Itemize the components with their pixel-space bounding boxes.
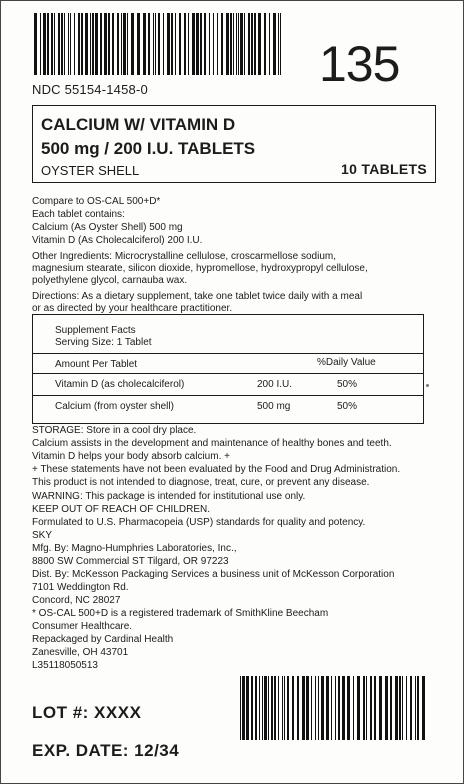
facts-row-dv: 50% bbox=[337, 379, 358, 390]
vitamin-d-claim: Vitamin D helps your body absorb calcium. + bbox=[32, 451, 230, 462]
fda-disclaimer: This product is not intended to diagnose, treat, cure, or prevent any disease. bbox=[32, 477, 370, 488]
expiration-date: EXP. DATE: 12/34 bbox=[32, 741, 180, 760]
compare-text: Compare to OS-CAL 500+D* bbox=[32, 196, 161, 207]
manufacturer-address: 8800 SW Commercial ST Tilgard, OR 97223 bbox=[32, 556, 229, 567]
distributor-line: Dist. By: McKesson Packaging Services a business unit of McKesson Corporation bbox=[32, 569, 395, 580]
trademark-text: * OS-CAL 500+D is a registered trademark of SmithKline Beecham bbox=[32, 608, 329, 619]
calcium-content: Calcium (As Oyster Shell) 500 mg bbox=[32, 222, 183, 233]
distributor-address: 7101 Weddington Rd. bbox=[32, 582, 129, 593]
directions-line: Directions: As a dietary supplement, take one tablet twice daily with a meal bbox=[32, 291, 363, 302]
serving-size: Serving Size: 1 Tablet bbox=[55, 337, 152, 348]
vitamin-d-content: Vitamin D (As Cholecalciferol) 200 I.U. bbox=[32, 235, 203, 246]
warning-text: WARNING: This package is intended for institutional use only. bbox=[32, 491, 306, 502]
facts-title: Supplement Facts bbox=[55, 325, 136, 336]
facts-row-dv: 50% bbox=[337, 401, 358, 412]
other-ingredients-line: polyethylene glycol, carnauba wax. bbox=[32, 275, 188, 286]
fda-disclaimer: + These statements have not been evaluated by the Food and Drug Administration. bbox=[32, 464, 401, 475]
manufacturer-line: Mfg. By: Magno-Humphries Laboratories, Inc., bbox=[32, 543, 237, 554]
facts-row-name: Calcium (from oyster shell) bbox=[55, 401, 174, 412]
ndc-number: NDC 55154-1458-0 bbox=[32, 82, 148, 97]
product-name: CALCIUM W/ VITAMIN D bbox=[41, 115, 236, 134]
sky-text: SKY bbox=[32, 530, 53, 541]
lot-number: LOT #: XXXX bbox=[32, 703, 142, 722]
repackager-city: Zanesville, OH 43701 bbox=[32, 647, 129, 658]
tablet-count: 10 TABLETS bbox=[341, 161, 427, 177]
scan-speck bbox=[426, 384, 429, 387]
usp-text: Formulated to U.S. Pharmacopeia (USP) standards for quality and potency. bbox=[32, 517, 366, 528]
product-strength: 500 mg / 200 I.U. TABLETS bbox=[41, 139, 256, 158]
product-title-box bbox=[32, 105, 436, 183]
other-ingredients-line: Other Ingredients: Microcrystalline cellulose, croscarmellose sodium, bbox=[32, 251, 337, 262]
facts-divider bbox=[33, 353, 423, 354]
other-ingredients-line: magnesium stearate, silicon dioxide, hypromellose, hydroxypropyl cellulose, bbox=[32, 263, 368, 274]
top-barcode bbox=[34, 13, 284, 75]
bottom-barcode bbox=[240, 676, 426, 740]
amount-header: Amount Per Tablet bbox=[55, 359, 138, 370]
keep-out-text: KEEP OUT OF REACH OF CHILDREN. bbox=[32, 504, 210, 515]
facts-divider bbox=[33, 395, 423, 396]
internal-code: L35118050513 bbox=[32, 660, 98, 671]
facts-divider bbox=[33, 373, 423, 374]
facts-row-amount: 500 mg bbox=[257, 401, 291, 412]
directions-line: or as directed by your healthcare practitioner. bbox=[32, 303, 233, 314]
repackager-line: Repackaged by Cardinal Health bbox=[32, 634, 174, 645]
facts-row-amount: 200 I.U. bbox=[257, 379, 293, 390]
storage-text: STORAGE: Store in a cool dry place. bbox=[32, 425, 197, 436]
each-tablet-text: Each tablet contains: bbox=[32, 209, 125, 220]
supplement-facts-table bbox=[32, 314, 424, 424]
lot-code-number: 135 bbox=[319, 36, 400, 92]
product-source: OYSTER SHELL bbox=[41, 163, 140, 178]
trademark-text: Consumer Healthcare. bbox=[32, 621, 133, 632]
facts-row-name: Vitamin D (as cholecalciferol) bbox=[55, 379, 185, 390]
calcium-claim: Calcium assists in the development and maintenance of healthy bones and teeth. bbox=[32, 438, 392, 449]
daily-value-header: %Daily Value bbox=[317, 357, 376, 368]
distributor-city: Concord, NC 28027 bbox=[32, 595, 121, 606]
